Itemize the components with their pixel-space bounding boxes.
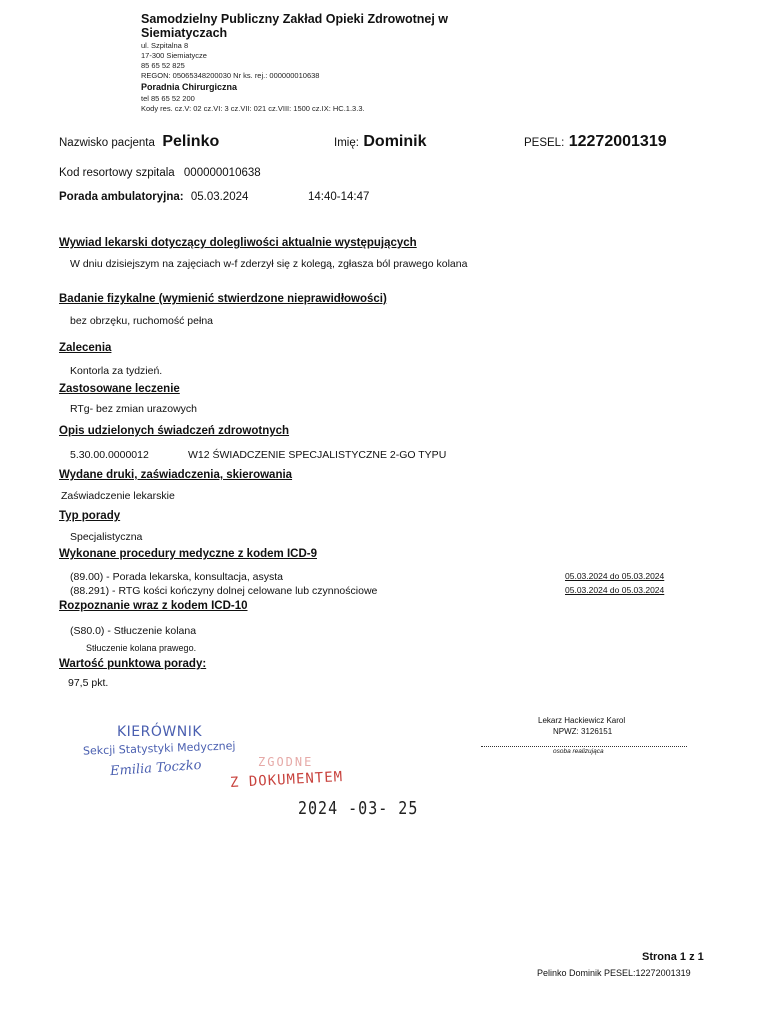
page-number: Strona 1 z 1 — [642, 951, 704, 963]
patient-surname-row — [59, 133, 219, 151]
patient-pesel-row — [524, 133, 667, 151]
patient-name: Dominik — [363, 133, 427, 150]
points-text: 97,5 pkt. — [68, 677, 109, 689]
diagnosis-text: (S80.0) - Stłuczenie kolana — [70, 625, 197, 637]
hospital-code-label: Kod resortowy szpitala — [59, 167, 175, 179]
visit-label: Porada ambulatoryjna: — [59, 191, 184, 203]
clinic-address2: 17-300 Siemiatycze — [141, 51, 207, 60]
surname-label: Nazwisko pacjenta — [59, 137, 155, 149]
stamp-head-title: KIERÓWNIK — [117, 724, 203, 740]
treatment-title: Zastosowane leczenie — [59, 383, 180, 395]
procedure-dates-1: 05.03.2024 do 05.03.2024 — [565, 571, 665, 581]
services-code: 5.30.00.0000012 — [70, 449, 149, 461]
interview-text: W dniu dzisiejszym na zajęciach w-f zderzył się z kolegą, zgłasza ból prawego kolana — [70, 258, 468, 270]
visit-time: 14:40-14:47 — [308, 191, 370, 203]
department-phone: tel 85 65 52 200 — [141, 94, 195, 103]
diagnosis-title: Rozpoznanie wraz z kodem ICD-10 — [59, 600, 248, 612]
docs-text: Zaświadczenie lekarskie — [61, 490, 175, 502]
treatment-text: RTg- bez zmian urazowych — [70, 403, 198, 415]
recommend-title: Zalecenia — [59, 342, 112, 354]
type-title: Typ porady — [59, 510, 121, 522]
date-stamp: 2024 -03- 25 — [298, 797, 419, 819]
diagnosis-note: Stłuczenie kolana prawego. — [86, 643, 197, 653]
visit-row — [59, 191, 248, 203]
signature-line — [481, 746, 687, 747]
patient-surname: Pelinko — [162, 133, 220, 150]
department-name: Poradnia Chirurgiczna — [141, 82, 238, 92]
services-text: W12 ŚWIADCZENIE SPECJALISTYCZNE 2-GO TYPU — [188, 449, 447, 461]
procedure-item-1: (89.00) - Porada lekarska, konsultacja, asysta — [70, 571, 284, 583]
doctor-npwz: NPWZ: 3126151 — [553, 727, 613, 736]
procedures-title: Wykonane procedury medyczne z kodem ICD-9 — [59, 548, 317, 560]
clinic-address1: ul. Szpitalna 8 — [141, 41, 189, 50]
stamp-red-line2: Z DOKUMENTEM — [229, 769, 344, 791]
docs-title: Wydane druki, zaświadczenia, skierowania — [59, 469, 293, 481]
recommend-text: Kontorla za tydzień. — [70, 365, 163, 377]
exam-text: bez obrzęku, ruchomość pełna — [70, 315, 213, 327]
services-title: Opis udzielonych świadczeń zdrowotnych — [59, 425, 290, 437]
footer-patient-line: Pelinko Dominik PESEL:12272001319 — [537, 968, 691, 978]
pesel-label: PESEL: — [524, 137, 565, 149]
clinic-name: Samodzielny Publiczny Zakład Opieki Zdrowotnej w Siemiatyczach — [141, 12, 449, 40]
name-label: Imię: — [334, 137, 359, 149]
interview-title: Wywiad lekarski dotyczący dolegliwości aktualnie występujących — [59, 237, 417, 249]
visit-date: 05.03.2024 — [190, 191, 249, 203]
patient-name-row — [334, 133, 427, 151]
clinic-phone: 85 65 52 825 — [141, 61, 185, 70]
patient-pesel: 12272001319 — [568, 133, 667, 150]
stamp-signature: Emilia Toczko — [109, 757, 202, 780]
doctor-role: osoba realizująca — [553, 748, 604, 755]
stamp-section-name: Sekcji Statystyki Medycznej — [82, 739, 236, 758]
clinic-regon: REGON: 05065348200030 Nr ks. rej.: 000000010638 — [141, 71, 320, 80]
type-text: Specjalistyczna — [70, 531, 143, 543]
points-title: Wartość punktowa porady: — [59, 658, 207, 670]
stamp-red-line1: ZGODNE — [258, 755, 314, 769]
procedure-dates-2: 05.03.2024 do 05.03.2024 — [565, 585, 665, 595]
exam-title: Badanie fizykalne (wymienić stwierdzone nieprawidłowości) — [59, 293, 387, 305]
doctor-name: Lekarz Hackiewicz Karol — [538, 716, 626, 725]
procedure-item-2: (88.291) - RTG kości kończyny dolnej celowane lub czynnościowe — [70, 585, 378, 597]
hospital-code: 000000010638 — [183, 167, 261, 179]
resort-codes: Kody res. cz.V: 02 cz.VI: 3 cz.VII: 021 cz.VIII: 1500 cz.IX: HC.1.3.3. — [141, 104, 365, 113]
hospital-code-row — [59, 167, 261, 179]
